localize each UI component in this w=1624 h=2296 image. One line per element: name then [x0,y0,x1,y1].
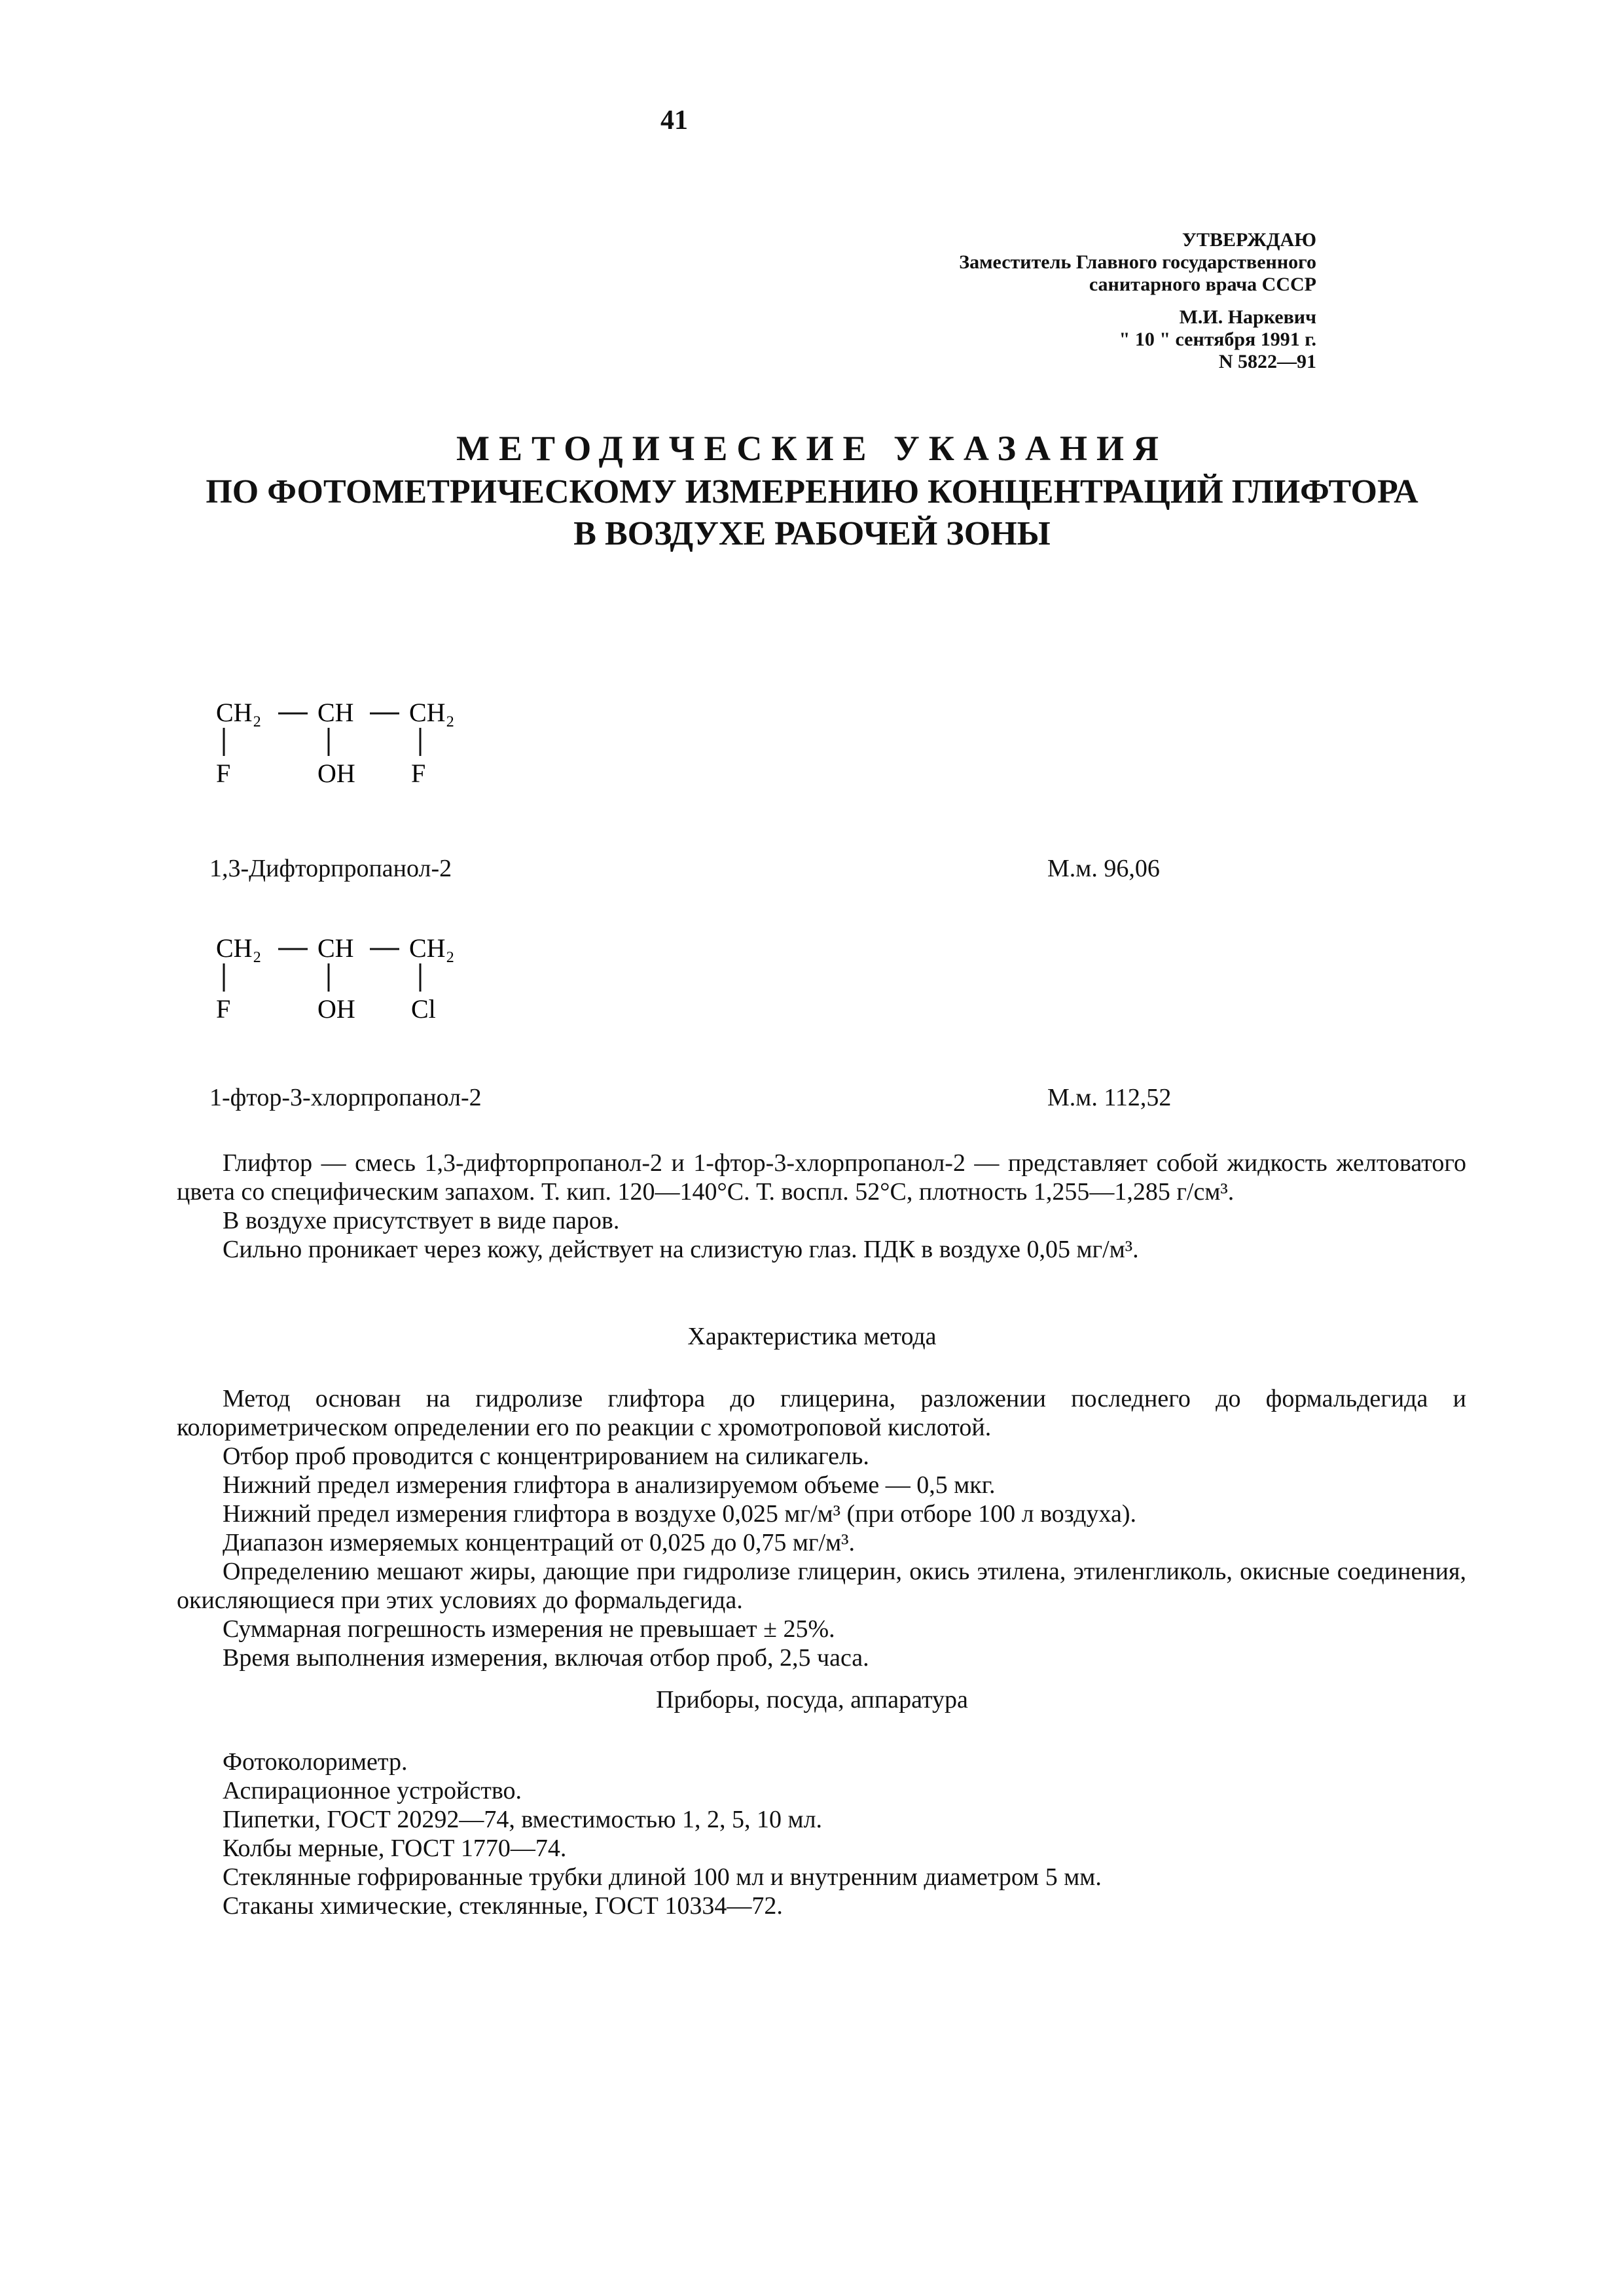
description-block [177,1149,1466,1264]
equipment-item: Стеклянные гофрированные трубки длиной 100 мл и внутренним диаметром 5 мм. [223,1863,1102,1891]
formula-2-sub-1: F [216,994,231,1024]
approval-stamp [959,229,1316,373]
method-paragraph: Суммарная погрешность измерения не превышает ± 25%. [223,1615,835,1643]
title-line-3: В ВОЗДУХЕ РАБОЧЕЙ ЗОНЫ [573,515,1051,552]
formula-2-sub-2: OH [317,994,355,1024]
equipment-item: Аспирационное устройство. [223,1777,522,1804]
title-line-1: МЕТОДИЧЕСКИЕ УКАЗАНИЯ [456,429,1168,468]
structural-formula-1 [216,687,517,792]
compound-2-mw: М.м. 112,52 [1047,1084,1172,1111]
formula-1-sub-2: OH [317,759,355,788]
formula-1-svg [216,687,517,792]
compound-1-name: 1,3-Дифторпропанол-2 [209,855,452,882]
method-paragraph: Метод основан на гидролизе глифтора до глицерина, разложении последнего до формальдегида и колориметрическом определении его по реакции с хромотроповой кислотой. [177,1385,1466,1441]
formula-2-sub-3: Cl [411,994,436,1024]
approval-name: М.И. Наркевич [1179,306,1316,328]
document-title [0,425,1624,555]
compound-2-name: 1-фтор-3-хлорпропанол-2 [209,1084,482,1111]
formula-1-sub-3: F [411,759,426,788]
approval-position-line2: санитарного врача СССР [1089,274,1316,295]
formula-1-chain-2: CH [317,698,354,727]
method-paragraph: Отбор проб проводится с концентрированием на силикагель. [223,1443,869,1470]
formula-2-svg [216,923,517,1028]
equipment-item: Фотоколориметр. [223,1748,408,1776]
description-paragraph-1: Глифтор — смесь 1,3-дифторпропанол-2 и 1-фтор-3-хлорпропанол-2 — представляет собой жидкость желтоватого цвета со специфическим запахом. Т. кип. 120—140°С. Т. воспл. 52°С, плотность 1,255—1,285 г/см³. [177,1149,1466,1206]
method-paragraph: Нижний предел измерения глифтора в воздухе 0,025 мг/м³ (при отборе 100 л воздуха). [223,1500,1136,1528]
equipment-list [223,1748,1466,1920]
formula-1-chain-3: CH₂ [409,698,455,727]
formula-1-chain-1: CH₂ [216,698,262,727]
compound-1-mw: М.м. 96,06 [1047,855,1160,882]
approval-position-line1: Заместитель Главного государственного [959,251,1316,273]
method-paragraph: Определению мешают жиры, дающие при гидролизе глицерин, окись этилена, этиленгликоль, окисные соединения, окисляющиеся при этих условиях до формальдегида. [177,1558,1466,1614]
page-number: 41 [660,105,688,135]
method-block [177,1384,1466,1672]
method-paragraph: Диапазон измеряемых концентраций от 0,025 до 0,75 мг/м³. [223,1529,856,1556]
equipment-item: Пипетки, ГОСТ 20292—74, вместимостью 1, 2, 5, 10 мл. [223,1806,823,1833]
formula-2-chain-3: CH₂ [409,933,455,963]
equipment-item: Колбы мерные, ГОСТ 1770—74. [223,1835,567,1862]
section-heading-method: Характеристика метода [687,1323,937,1350]
approval-number: N 5822—91 [1218,351,1316,372]
formula-2-chain-2: CH [317,933,354,963]
description-paragraph-2: В воздухе присутствует в виде паров. [223,1207,620,1234]
section-heading-equipment: Приборы, посуда, аппаратура [656,1686,968,1713]
formula-2-chain-1: CH₂ [216,933,262,963]
method-paragraph: Время выполнения измерения, включая отбор проб, 2,5 часа. [223,1644,869,1672]
formula-1-sub-1: F [216,759,231,788]
approval-date: " 10 " сентября 1991 г. [1119,329,1316,350]
equipment-item: Стаканы химические, стеклянные, ГОСТ 10334—72. [223,1892,783,1920]
approval-label: УТВЕРЖДАЮ [1182,229,1316,251]
description-paragraph-3: Сильно проникает через кожу, действует на слизистую глаз. ПДК в воздухе 0,05 мг/м³. [223,1236,1139,1263]
method-paragraph: Нижний предел измерения глифтора в анализируемом объеме — 0,5 мкг. [223,1471,996,1499]
structural-formula-2 [216,923,517,1028]
title-line-2: ПО ФОТОМЕТРИЧЕСКОМУ ИЗМЕРЕНИЮ КОНЦЕНТРАЦИЙ ГЛИФТОРА [206,473,1418,511]
